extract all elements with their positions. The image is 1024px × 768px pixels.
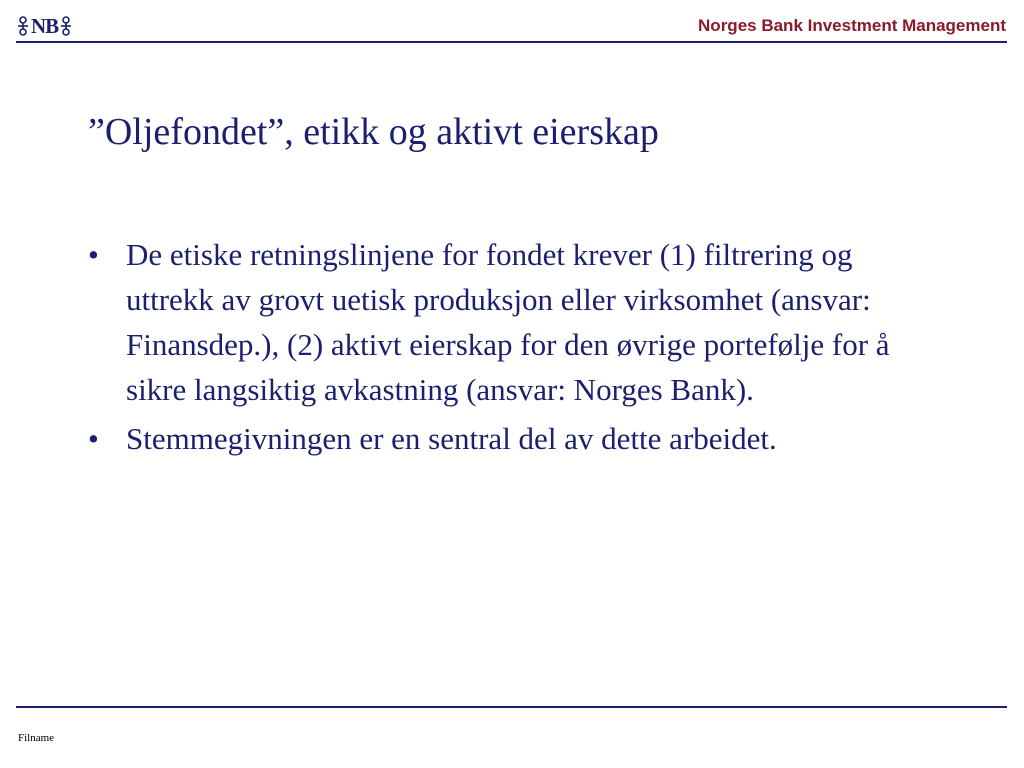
bullet-item	[88, 416, 908, 461]
bullet-text: De etiske retningslinjene for fondet krever (1) filtrering og uttrekk av grovt uetisk produksjon eller virksomhet (ansvar: Finansdep.), (2) aktivt eierskap for den øvrige portefølje for å sikre langsiktig avkastning (ansvar: Norges Bank).	[126, 237, 890, 407]
slide-title: ”Oljefondet”, etikk og aktivt eierskap	[88, 111, 659, 153]
header-divider	[16, 41, 1007, 43]
footer-filename: Filname	[18, 732, 55, 744]
logo-text: NB	[31, 14, 59, 38]
ornament-left-icon	[16, 15, 30, 37]
ornament-right-icon	[59, 15, 73, 37]
bullet-text: Stemmegivningen er en sentral del av dette arbeidet.	[126, 421, 777, 456]
organization-name: Norges Bank Investment Management	[698, 16, 1006, 35]
bullet-item	[88, 232, 908, 412]
bullet-list	[88, 232, 908, 465]
bullet-symbol: •	[88, 421, 99, 456]
norges-bank-logo	[16, 13, 73, 39]
footer-divider	[16, 706, 1007, 708]
bullet-symbol: •	[88, 237, 99, 272]
